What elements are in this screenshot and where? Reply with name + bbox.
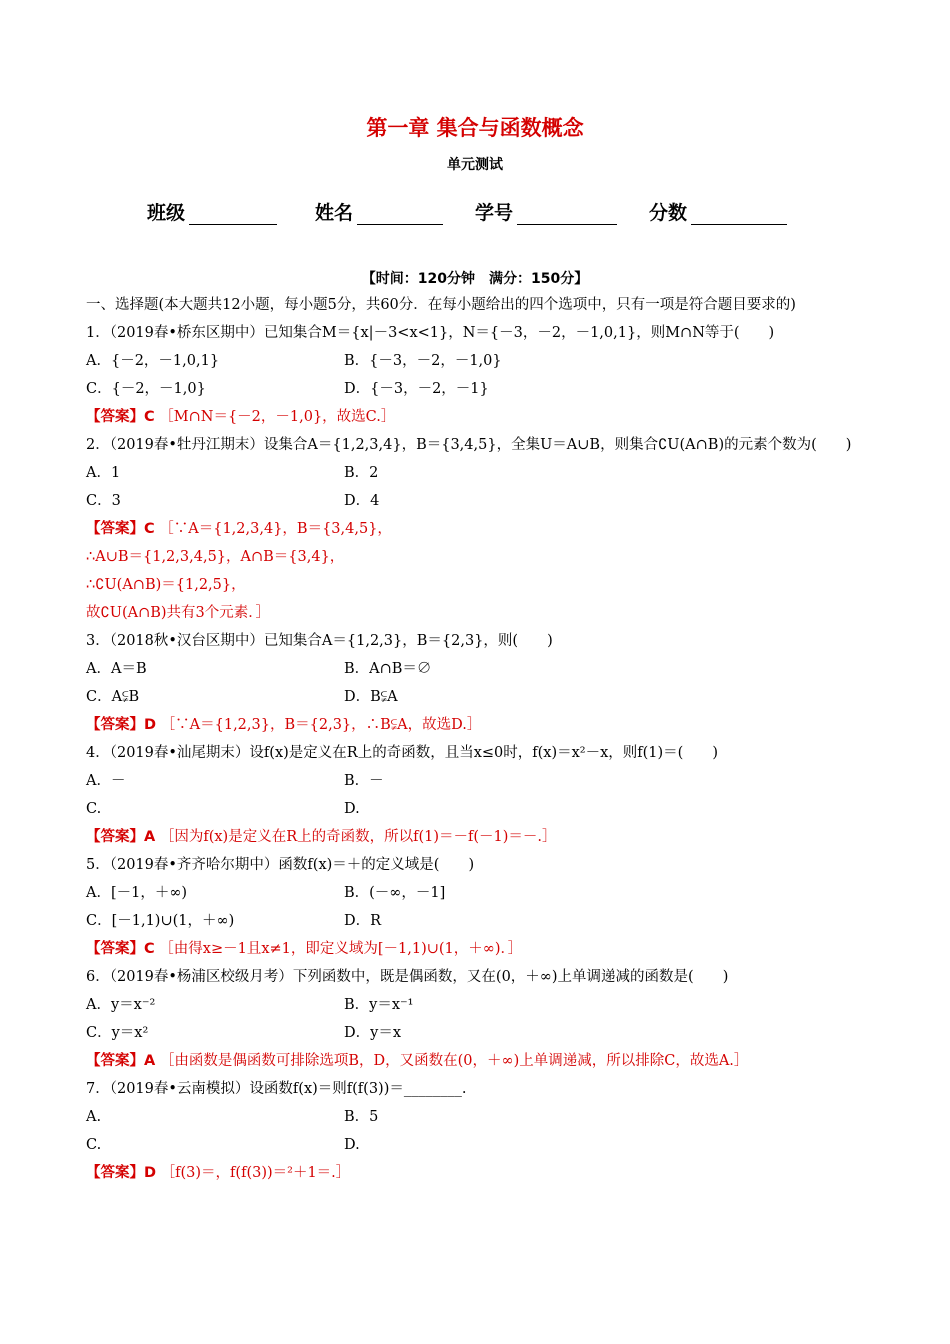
question-2-option-d[interactable]: D．4 xyxy=(344,493,380,509)
question-2-answer-line-4: 故∁U(A∩B)共有3个元素．］ xyxy=(86,605,271,621)
question-3-options-row-2 xyxy=(86,683,876,711)
time-score-info: 【时间：120分钟 满分：150分】 xyxy=(361,271,589,287)
question-1-answer xyxy=(86,403,876,431)
answer-explanation: ［由函数是偶函数可排除选项B，D，又函数在(0，＋∞)上单调递减，所以排除C，故选A.］ xyxy=(159,1053,749,1069)
name-field xyxy=(315,198,443,225)
question-6-option-a[interactable]: A．y＝x⁻² xyxy=(86,997,156,1013)
question-5-options-row-1 xyxy=(86,879,876,907)
answer-label: 【答案】D xyxy=(86,717,157,733)
question-2-option-c[interactable]: C．3 xyxy=(86,493,121,509)
unit-subtitle: 单元测试 xyxy=(447,157,503,173)
answer-explanation: ［∵A＝{1,2,3}，B＝{2,3}，∴B⫋A，故选D.］ xyxy=(160,717,482,733)
question-2-stem: 2．（2019春•牡丹江期末）设集合A＝{1,2,3,4}，B＝{3,4,5}，全集U＝A∪B，则集合∁U(A∩B)的元素个数为( ) xyxy=(86,437,852,453)
answer-explanation: ［f(3)＝，f(f(3))＝²＋1＝.］ xyxy=(160,1165,351,1181)
class-label: 班级 xyxy=(147,202,186,224)
question-1-options-row-1 xyxy=(86,347,876,375)
question-3-option-b[interactable]: B．A∩B＝∅ xyxy=(344,661,432,677)
question-1-option-d[interactable]: D．{－3，－2，－1} xyxy=(344,381,489,397)
question-4-option-b[interactable]: B．－ xyxy=(344,773,384,789)
question-1-options-row-2 xyxy=(86,375,876,403)
question-4-stem: 4．（2019春•汕尾期末）设f(x)是定义在R上的奇函数，且当x≤0时，f(x)＝x²－x，则f(1)＝( ) xyxy=(86,745,719,761)
question-6-option-c[interactable]: C．y＝x² xyxy=(86,1025,149,1041)
question-6-option-b[interactable]: B．y＝x⁻¹ xyxy=(344,997,414,1013)
question-7-option-b[interactable]: B．5 xyxy=(344,1109,379,1125)
question-5-option-a[interactable]: A．[－1，＋∞) xyxy=(86,885,188,901)
question-2-answer-line-3: ∴∁U(A∩B)＝{1,2,5}， xyxy=(86,577,246,593)
question-5-answer xyxy=(86,935,876,963)
question-7-option-d[interactable]: D. xyxy=(344,1137,360,1153)
question-1-option-b[interactable]: B．{－3，－2，－1,0} xyxy=(344,353,502,369)
question-5-option-d[interactable]: D．R xyxy=(344,913,382,929)
question-2-option-b[interactable]: B．2 xyxy=(344,465,379,481)
answer-explanation: ［M∩N＝{－2，－1,0}，故选C.］ xyxy=(159,409,396,425)
student-id-field xyxy=(475,198,617,225)
question-2-answer xyxy=(86,515,876,543)
question-1-stem: 1．（2019春•桥东区期中）已知集合M＝{x|－3<x<1}，N＝{－3，－2，－1,0,1}，则M∩N等于( ) xyxy=(86,325,775,341)
question-6-options-row-1 xyxy=(86,991,876,1019)
question-5-option-c[interactable]: C．[－1,1)∪(1，＋∞) xyxy=(86,913,235,929)
answer-label: 【答案】A xyxy=(86,1053,156,1069)
question-4-option-d[interactable]: D. xyxy=(344,801,360,817)
answer-label: 【答案】C xyxy=(86,941,155,957)
question-2-option-a[interactable]: A．1 xyxy=(86,465,121,481)
question-3-options-row-1 xyxy=(86,655,876,683)
chapter-title: 第一章 集合与函数概念 xyxy=(366,116,584,140)
question-7-stem: 7．（2019春•云南模拟）设函数f(x)＝则f(f(3))＝________. xyxy=(86,1081,467,1097)
question-5-options-row-2 xyxy=(86,907,876,935)
class-blank[interactable] xyxy=(189,204,277,225)
answer-explanation: ［由得x≥－1且x≠1，即定义域为[－1,1)∪(1，＋∞)．］ xyxy=(159,941,523,957)
question-2-options-row-2 xyxy=(86,487,876,515)
question-4-option-c[interactable]: C. xyxy=(86,801,102,817)
question-3-stem: 3．（2018秋•汉台区期中）已知集合A＝{1,2,3}，B＝{2,3}，则( ) xyxy=(86,633,553,649)
score-field xyxy=(649,198,787,225)
question-6-stem: 6．（2019春•杨浦区校级月考）下列函数中，既是偶函数，又在(0，＋∞)上单调递减的函数是( ) xyxy=(86,969,729,985)
class-field xyxy=(147,198,277,225)
question-4-option-a[interactable]: A．－ xyxy=(86,773,126,789)
answer-label: 【答案】A xyxy=(86,829,156,845)
answer-label: 【答案】C xyxy=(86,409,155,425)
exam-content xyxy=(86,291,876,1187)
section-heading: 一、选择题(本大题共12小题，每小题5分，共60分．在每小题给出的四个选项中，只有一项是符合题目要求的) xyxy=(86,297,796,313)
answer-explanation: ［因为f(x)是定义在R上的奇函数，所以f(1)＝－f(－1)＝－.］ xyxy=(159,829,557,845)
question-6-option-d[interactable]: D．y＝x xyxy=(344,1025,401,1041)
name-label: 姓名 xyxy=(315,202,354,224)
question-6-answer xyxy=(86,1047,876,1075)
question-7-options-row-2 xyxy=(86,1131,876,1159)
question-7-option-c[interactable]: C. xyxy=(86,1137,102,1153)
question-5-stem: 5．（2019春•齐齐哈尔期中）函数f(x)＝＋的定义域是( ) xyxy=(86,857,475,873)
question-2-options-row-1 xyxy=(86,459,876,487)
question-1-option-a[interactable]: A．{－2，－1,0,1} xyxy=(86,353,220,369)
question-7-option-a[interactable]: A. xyxy=(86,1109,102,1125)
student-id-blank[interactable] xyxy=(517,204,617,225)
question-4-options-row-2 xyxy=(86,795,876,823)
question-6-options-row-2 xyxy=(86,1019,876,1047)
question-7-answer xyxy=(86,1159,876,1187)
question-7-options-row-1 xyxy=(86,1103,876,1131)
question-3-option-c[interactable]: C．A⫋B xyxy=(86,689,140,705)
question-4-options-row-1 xyxy=(86,767,876,795)
question-3-answer xyxy=(86,711,876,739)
question-3-option-d[interactable]: D．B⫋A xyxy=(344,689,398,705)
student-info-row xyxy=(147,198,827,228)
question-4-answer xyxy=(86,823,876,851)
student-id-label: 学号 xyxy=(475,202,514,224)
question-2-answer-line-2: ∴A∪B＝{1,2,3,4,5}，A∩B＝{3,4}， xyxy=(86,549,345,565)
question-5-option-b[interactable]: B．(－∞，－1] xyxy=(344,885,446,901)
question-1-option-c[interactable]: C．{－2，－1,0} xyxy=(86,381,206,397)
question-3-option-a[interactable]: A．A＝B xyxy=(86,661,147,677)
answer-label: 【答案】C xyxy=(86,521,155,537)
score-blank[interactable] xyxy=(691,204,787,225)
answer-explanation: ［∵A＝{1,2,3,4}，B＝{3,4,5}， xyxy=(159,521,392,537)
score-label: 分数 xyxy=(649,202,688,224)
name-blank[interactable] xyxy=(357,204,443,225)
answer-label: 【答案】D xyxy=(86,1165,157,1181)
